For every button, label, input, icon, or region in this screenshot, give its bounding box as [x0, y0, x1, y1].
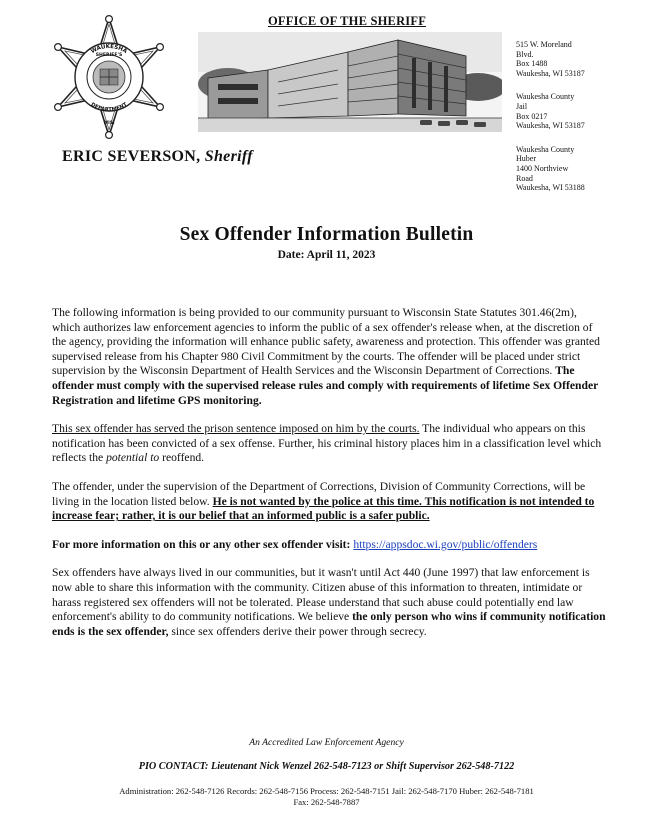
address-line: Waukesha, WI 53187: [516, 68, 585, 78]
address-huber: [516, 145, 626, 193]
address-line: Blvd.: [516, 49, 534, 59]
pio-contact: PIO CONTACT: Lieutenant Nick Wenzel 262-548-7123 or Shift Supervisor 262-548-7122: [138, 761, 515, 772]
paragraph-text: Sex offenders have always lived in our communities, but it wasn't until Act 440 (June 1997) that law enforcement is now able to share this information with the community. Citizen abuse of this information to threaten, intimidate or harass registered sex offenders will not be tolerated. Please understand that such abuse could potentially end law enforcement's ability to do community notifications. We believe: [52, 566, 590, 624]
paragraph-text: The following information is being provided to our community pursuant to Wisconsin State Statutes 301.46(2m), which authorizes law enforcement agencies to inform the public of a sex offender's release when, at the discretion of the agency, providing the information will enhance public safety, awareness and protection. This offender was granted supervised release from his Chapter 980 Civil Commitment by the courts. The offender will be placed under strict supervision by the Wisconsin Department of Health Services and the Wisconsin Department of Corrections.: [52, 306, 600, 378]
address-line: Huber: [516, 154, 536, 164]
address-line: Waukesha, WI 53188: [516, 183, 585, 193]
badge-state-text: WIS.: [103, 121, 115, 126]
phone-numbers-line: Administration: 262-548-7126 Records: 262-548-7156 Process: 262-548-7151 Jail: 262-548-7170 Huber: 262-548-7181: [119, 786, 534, 796]
paragraph-text: The individual who appears on this notification has been convicted of a sex offense. Further, his criminal history places him in a classification level which reflects the: [52, 422, 602, 465]
phone-directory: [0, 786, 653, 807]
address-line: Box 1488: [516, 59, 548, 69]
office-title: OFFICE OF THE SHERIFF: [268, 14, 427, 28]
address-main-office: [516, 40, 626, 78]
more-info-label: For more information on this or any other sex offender visit:: [52, 537, 354, 551]
address-line: Road: [516, 173, 533, 183]
sentence-served-notice: This sex offender has served the prison sentence imposed on him by the courts.: [52, 422, 420, 436]
accredited-agency-text: An Accredited Law Enforcement Agency: [249, 737, 404, 748]
paragraph-sentence: [52, 422, 608, 466]
paragraph-text: reoffend.: [159, 451, 205, 465]
not-wanted-notice: He is not wanted by the police at this time. This notification is not intended to increase fear; rather, it is our belief that an informed public is a safer public.: [52, 494, 595, 523]
sheriff-star-badge-icon: [50, 14, 168, 140]
paragraph-text: since sex offenders derive their power through secrecy.: [168, 624, 427, 638]
paragraph-statute: [52, 306, 608, 408]
bulletin-title: Sex Offender Information Bulletin: [179, 224, 474, 245]
address-line: 515 W. Moreland: [516, 40, 572, 49]
address-line: Box 0217: [516, 111, 548, 121]
address-list: [516, 40, 626, 207]
address-jail: [516, 92, 626, 130]
potential-text: potential to: [106, 451, 160, 465]
address-line: Waukesha County: [516, 144, 575, 154]
bulletin-body: [52, 306, 608, 653]
badge-middle-text: SHERIFF'S: [95, 53, 123, 58]
sheriff-title: Sheriff: [204, 148, 253, 165]
fax-number: Fax: 262-548-7887: [293, 796, 360, 807]
address-line: Waukesha County: [516, 92, 575, 102]
paragraph-supervision: [52, 480, 608, 524]
sheriff-name: [62, 148, 253, 166]
paragraph-text: The offender, under the supervision of the Department of Corrections, Division of Community Corrections, will be living in the location listed below.: [52, 479, 586, 508]
address-line: Waukesha, WI 53187: [516, 121, 585, 131]
badge-bottom-text: DEPARTMENT: [89, 101, 129, 114]
only-person-wins-text: the only person who wins if community notification ends is the sex offender,: [52, 610, 606, 638]
address-line: Jail: [516, 101, 528, 111]
paragraph-more-info: [52, 538, 608, 553]
paragraph-community: [52, 566, 608, 639]
address-line: 1400 Northview: [516, 163, 569, 173]
badge-top-text: WAUKESHA: [90, 43, 128, 56]
bulletin-date: Date: April 11, 2023: [277, 249, 376, 261]
sheriff-name-text: ERIC SEVERSON,: [62, 148, 201, 165]
compliance-notice: The offender must comply with the supervised release rules and comply with requirements of lifetime Sex Offender Registration and lifetime GPS monitoring.: [52, 364, 599, 407]
sheriff-building-image: [198, 32, 502, 132]
offender-registry-link[interactable]: https://appsdoc.wi.gov/public/offenders: [353, 537, 538, 551]
